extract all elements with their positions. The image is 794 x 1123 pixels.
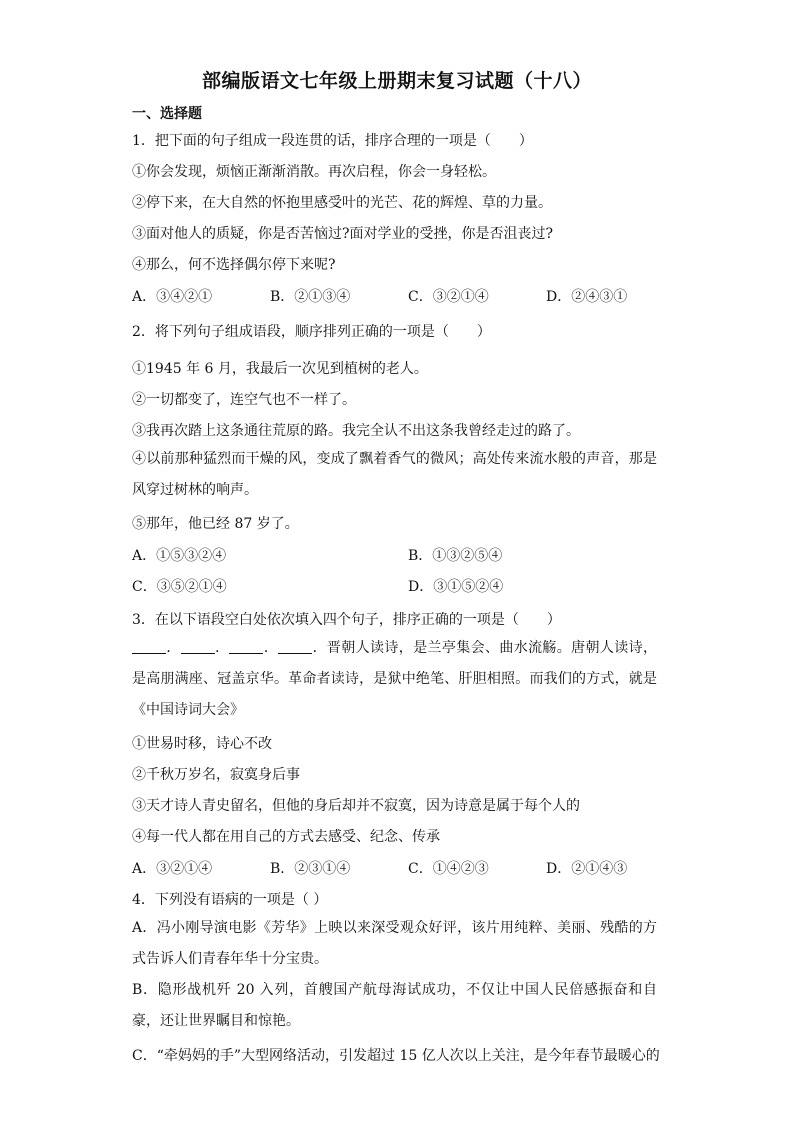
question-1-options — [132, 286, 684, 306]
question-1-item: ①你会发现，烦恼正渐渐消散。再次启程，你会一身轻松。 — [132, 164, 496, 180]
question-1-stem: 1．把下面的句子组成一段连贯的话，排序合理的一项是（ ） — [132, 133, 533, 149]
passage-text: ．晋朝人读诗，是兰亭集会、曲水流觞。唐朝人读诗，是高朋满座、冠盖京华。革命者读诗，是狱中绝笔、肝胆相照。而我们的方式，就是《中国诗词大会》 — [132, 640, 658, 718]
question-3-item: ④每一代人都在用自己的方式去感受、纪念、传承 — [132, 829, 440, 845]
fill-blank[interactable] — [181, 639, 215, 654]
option-d[interactable]: D．②①④③ — [546, 861, 628, 877]
question-2-item: ④以前那种猛烈而干燥的风，变成了飘着香气的微风；高处传来流水般的声音，那是风穿过树林的响声。 — [132, 451, 657, 498]
question-3-item: ②千秋万岁名，寂寞身后事 — [132, 767, 300, 783]
question-1-item: ④那么，何不选择偶尔停下来呢? — [132, 257, 336, 273]
option-c[interactable]: C．③②①④ — [408, 289, 489, 305]
fill-blank[interactable] — [278, 639, 312, 654]
option-b[interactable]: B．②③①④ — [270, 861, 351, 877]
option-b[interactable]: B．①③②⑤④ — [408, 548, 503, 564]
question-1-item: ②停下来，在大自然的怀抱里感受叶的光芒、花的辉煌、草的力量。 — [132, 195, 552, 211]
question-2-options-row-1 — [132, 545, 684, 565]
fill-blank[interactable] — [229, 639, 263, 654]
question-3-options — [132, 858, 684, 878]
question-2-item: ⑤那年，他已经 87 岁了。 — [132, 516, 299, 532]
question-2-stem: 2．将下列句子组成语段，顺序排列正确的一项是（ ） — [132, 324, 491, 340]
question-2-item: ③我再次踏上这条通往荒原的路。我完全认不出这条我曾经走过的路了。 — [132, 423, 580, 439]
option-d[interactable]: D．②④③① — [546, 289, 628, 305]
question-4-option-c[interactable]: C．“牵妈妈的手”大型网络活动，引发超过 15 亿人次以上关注，是今年春节最暖心的 — [132, 1048, 660, 1064]
question-3-item: ①世易时移，诗心不改 — [132, 736, 272, 752]
question-3-passage: ． ． ． ．晋朝人读诗，是兰亭集会、曲水流觞。唐朝人读诗，是高朋满座、冠盖京华。革命者读诗，是狱中绝笔、肝胆相照。而我们的方式，就是《中国诗词大会》 — [132, 640, 658, 718]
question-4-stem: 4．下列没有语病的一项是（ ） — [132, 892, 328, 908]
question-1-item: ③面对他人的质疑，你是否苦恼过?面对学业的受挫，你是否沮丧过? — [132, 226, 554, 242]
question-4-option-b[interactable]: B．隐形战机歼 20 入列，首艘国产航母海试成功，不仅让中国人民倍感振奋和自豪，还让世界瞩目和惊艳。 — [132, 982, 657, 1029]
option-a[interactable]: A．①⑤③②④ — [132, 548, 227, 564]
section-heading: 一、选择题 — [132, 106, 202, 122]
option-a[interactable]: A．③④②① — [132, 289, 213, 305]
page-title: 部编版语文七年级上册期末复习试题（十八） — [201, 70, 592, 92]
option-b[interactable]: B．②①③④ — [270, 289, 351, 305]
question-2-options-row-2 — [132, 576, 684, 596]
option-c[interactable]: C．①④②③ — [408, 861, 489, 877]
question-4-option-a[interactable]: A．冯小刚导演电影《芳华》上映以来深受观众好评，该片用纯粹、美丽、残酷的方式告诉人们青春年华十分宝贵。 — [132, 920, 657, 967]
question-3-item: ③天才诗人青史留名，但他的身后却并不寂寞，因为诗意是属于每个人的 — [132, 798, 580, 814]
option-d[interactable]: D．③①⑤②④ — [408, 579, 504, 595]
option-c[interactable]: C．③⑤②①④ — [132, 579, 227, 595]
fill-blank[interactable] — [132, 639, 166, 654]
question-3-stem: 3．在以下语段空白处依次填入四个句子，排序正确的一项是（ ） — [132, 612, 561, 628]
question-2-item: ②一切都变了，连空气也不一样了。 — [132, 392, 356, 408]
option-a[interactable]: A．③②①④ — [132, 861, 213, 877]
question-2-item: ①1945 年 6 月，我最后一次见到植树的老人。 — [132, 361, 428, 377]
